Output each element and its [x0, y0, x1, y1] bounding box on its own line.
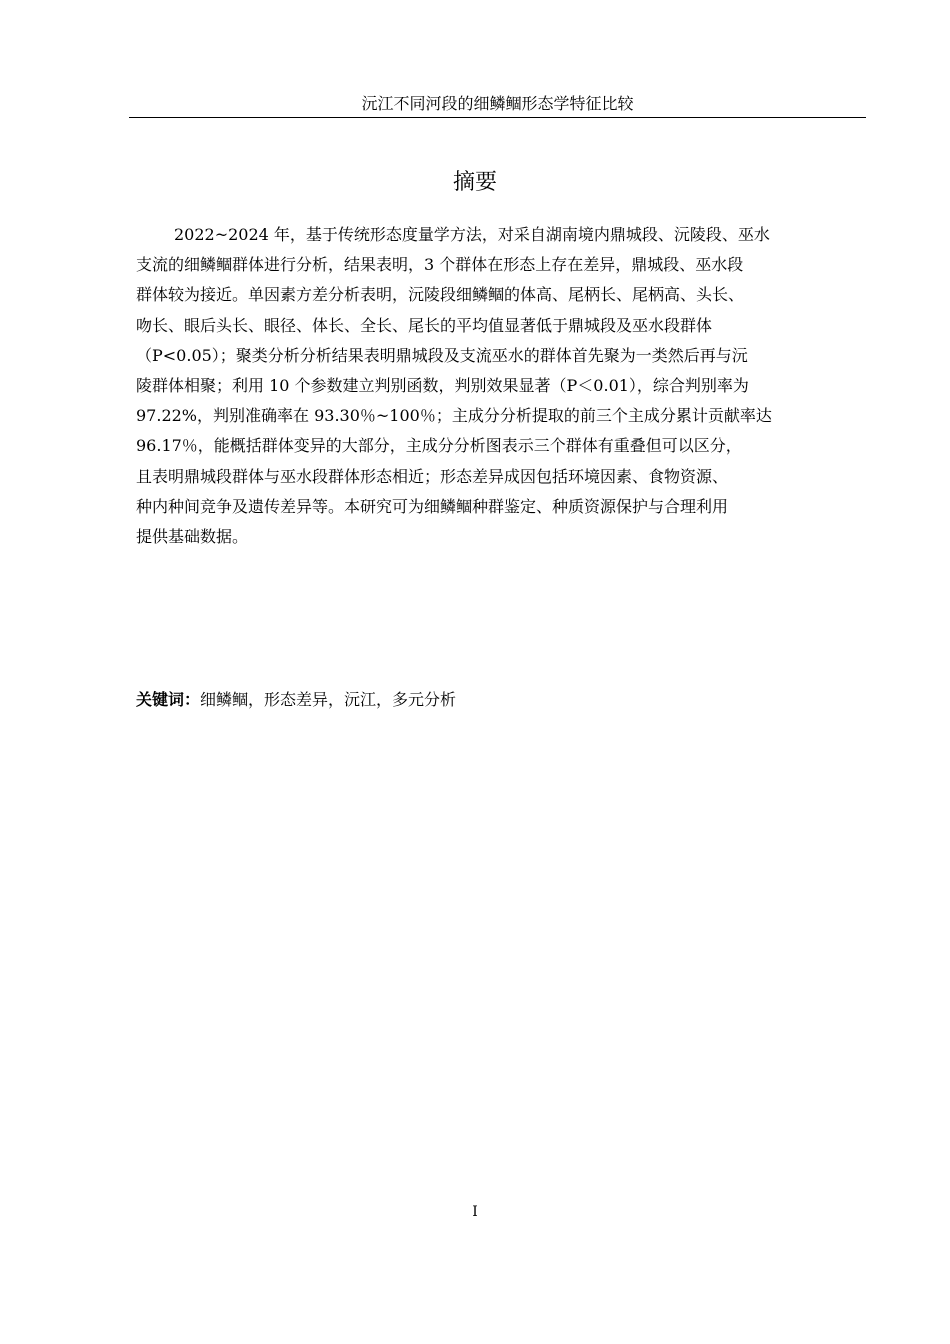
running-header — [129, 91, 866, 118]
abstract-line: 且表明鼎城段群体与巫水段群体形态相近；形态差异成因包括环境因素、食物资源、 — [136, 466, 729, 486]
keywords-label: 关键词： — [136, 690, 201, 709]
abstract-line: 吻长、眼后头长、眼径、体长、全长、尾长的平均值显著低于鼎城段及巫水段群体 — [136, 315, 713, 335]
abstract-line: 提供基础数据。 — [136, 526, 249, 546]
abstract-line: 种内种间竞争及遗传差异等。本研究可为细鳞鲴种群鉴定、种质资源保护与合理利用 — [136, 496, 729, 516]
abstract-line: 群体较为接近。单因素方差分析表明，沅陵段细鳞鲴的体高、尾柄长、尾柄高、头长、 — [136, 285, 745, 305]
running-title: 沅江不同河段的细鳞鲴形态学特征比较 — [361, 94, 634, 113]
keywords — [136, 684, 864, 716]
abstract-line: 2022~2024 年，基于传统形态度量学方法，对采自湖南境内鼎城段、沅陵段、巫水 — [174, 225, 770, 244]
page-number: I — [472, 1204, 478, 1220]
abstract-title: 摘要 — [452, 170, 497, 195]
keywords-text: 细鳞鲴，形态差异，沅江，多元分析 — [200, 690, 457, 709]
abstract-line: 支流的细鳞鲴群体进行分析，结果表明，3 个群体在形态上存在差异，鼎城段、巫水段 — [136, 255, 744, 275]
abstract-line: 陵群体相聚；利用 10 个参数建立判别函数，判别效果显著（P＜0.01），综合判别率为 — [136, 375, 749, 395]
abstract-line: 96.17％，能概括群体变异的大部分，主成分分析图表示三个群体有重叠但可以区分， — [136, 436, 742, 456]
abstract-line: 97.22%，判别准确率在 93.30％~100％；主成分分析提取的前三个主成分累计贡献率达 — [136, 406, 772, 426]
abstract-body — [136, 220, 864, 552]
abstract-line: （P<0.05）；聚类分析分析结果表明鼎城段及支流巫水的群体首先聚为一类然后再与沅 — [136, 345, 748, 365]
